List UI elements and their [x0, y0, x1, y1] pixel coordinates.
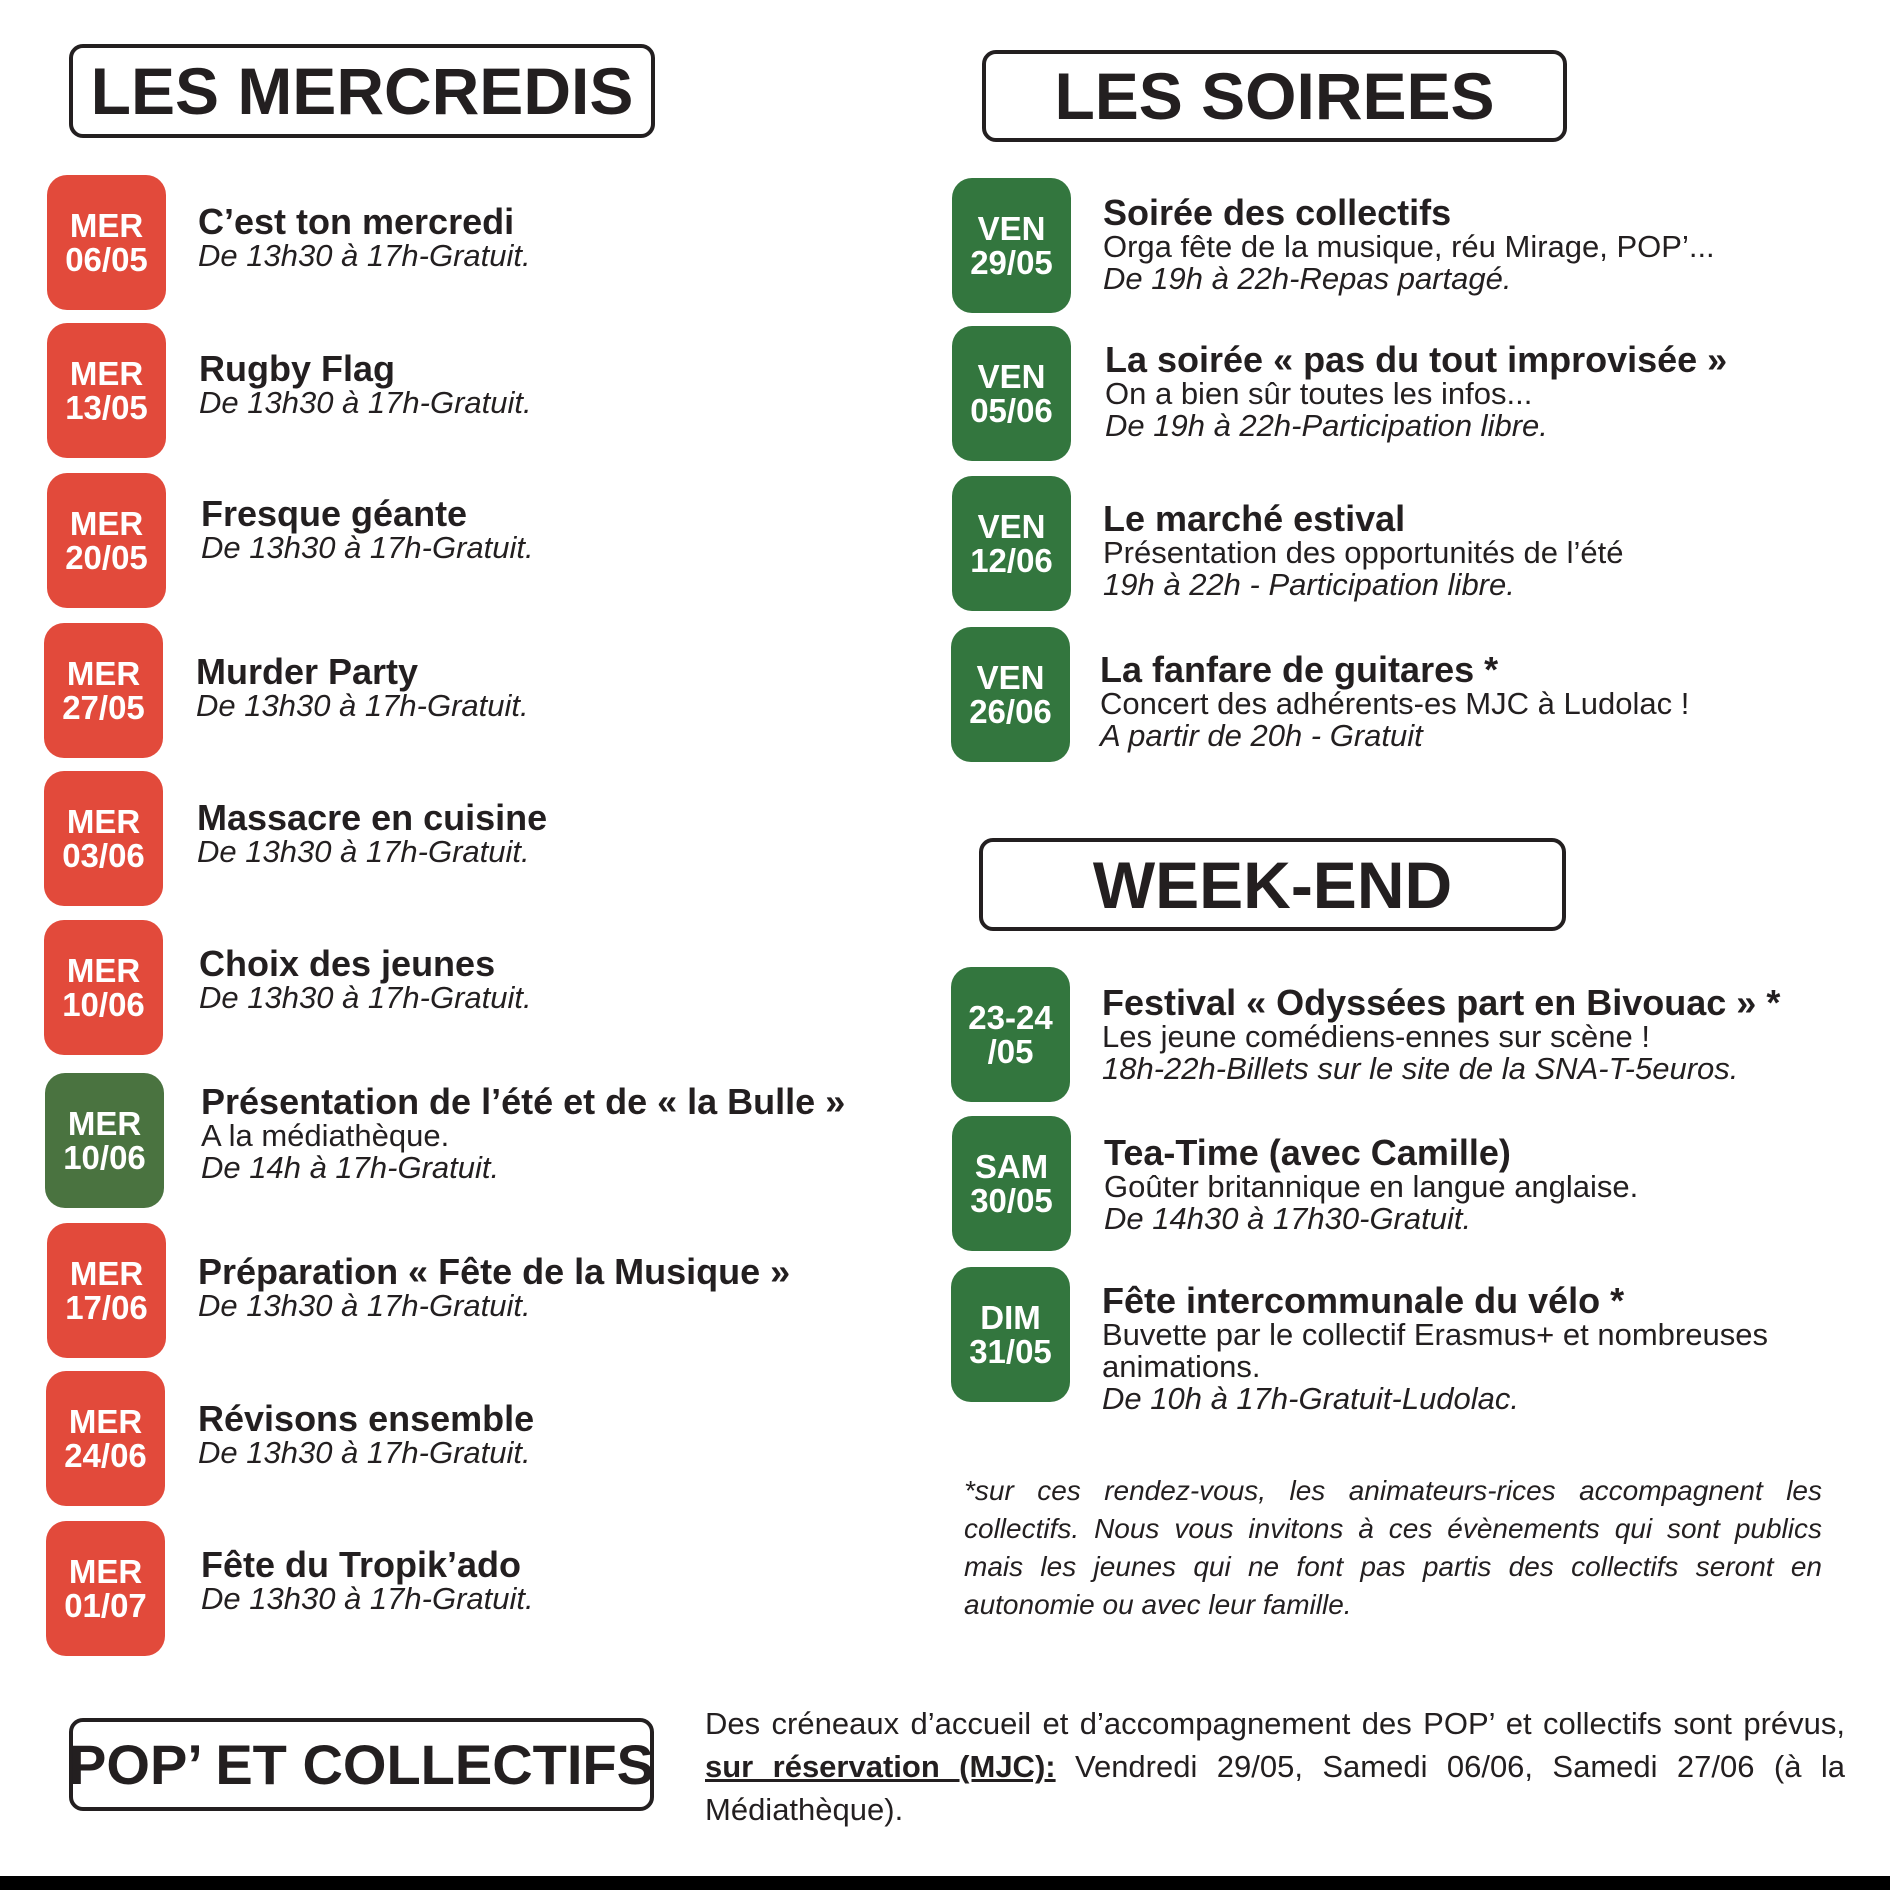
event-title: La fanfare de guitares *	[1100, 649, 1499, 690]
badge-date: 26/06	[969, 692, 1052, 730]
date-badge	[47, 323, 166, 458]
event-time: A partir de 20h - Gratuit	[1100, 718, 1423, 753]
badge-day: VEN	[977, 357, 1046, 395]
date-badge	[47, 1223, 166, 1358]
date-badge	[47, 473, 166, 608]
event-title: Festival « Odyssées part en Bivouac » *	[1102, 982, 1781, 1023]
event-time: 19h à 22h - Participation libre.	[1103, 567, 1515, 602]
event-time: De 13h30 à 17h-Gratuit.	[201, 1581, 534, 1616]
badge-date: 05/06	[970, 391, 1053, 429]
date-badge	[44, 771, 163, 906]
event-item	[198, 1398, 535, 1470]
event-title: Rugby Flag	[199, 348, 395, 389]
event-title: Choix des jeunes	[199, 943, 496, 984]
badge-day: MER	[69, 354, 144, 392]
event-item	[198, 201, 531, 273]
badge-date: 12/06	[970, 541, 1053, 579]
event-item	[199, 348, 532, 420]
event-description: Concert des adhérents-es MJC à Ludolac !	[1100, 686, 1690, 721]
event-description: Les jeune comédiens-ennes sur scène !	[1102, 1019, 1650, 1054]
event-title: Soirée des collectifs	[1103, 192, 1452, 233]
badge-day: 23-24	[968, 998, 1053, 1036]
event-time: De 14h30 à 17h30-Gratuit.	[1104, 1201, 1472, 1236]
event-title: Fête intercommunale du vélo *	[1102, 1280, 1625, 1321]
badge-date: 17/06	[65, 1288, 148, 1326]
badge-date: 06/05	[65, 240, 148, 278]
pop-text-before: Des créneaux d’accueil et d’accompagnement des POP’ et collectifs sont prévus,	[705, 1706, 1845, 1741]
date-badge	[951, 1267, 1070, 1402]
event-time: De 10h à 17h-Gratuit-Ludolac.	[1102, 1381, 1520, 1416]
date-badge	[46, 1521, 165, 1656]
event-time: De 13h30 à 17h-Gratuit.	[198, 238, 531, 273]
event-item	[1102, 1280, 1768, 1416]
badge-date: 20/05	[65, 538, 148, 576]
event-item	[1104, 1132, 1639, 1236]
badge-day: DIM	[980, 1298, 1041, 1336]
reservation-label: sur réservation (MJC):	[705, 1749, 1056, 1784]
event-description: animations.	[1102, 1349, 1261, 1384]
event-time: De 13h30 à 17h-Gratuit.	[199, 980, 532, 1015]
event-item	[201, 1544, 534, 1616]
event-title: Murder Party	[196, 651, 419, 692]
badge-date: 10/06	[62, 985, 145, 1023]
date-badge	[952, 326, 1071, 461]
badge-day: MER	[69, 1254, 144, 1292]
badge-day: MER	[66, 654, 141, 692]
badge-date: 01/07	[64, 1586, 147, 1624]
date-badge	[46, 1371, 165, 1506]
event-title: La soirée « pas du tout improvisée »	[1105, 339, 1728, 380]
bottom-rule	[0, 1876, 1890, 1890]
event-item	[1103, 498, 1624, 602]
event-item	[1100, 649, 1690, 753]
pop-description	[705, 1702, 1845, 1831]
badge-date: 24/06	[64, 1436, 147, 1474]
badge-date: 13/05	[65, 388, 148, 426]
event-title: Fresque géante	[201, 493, 468, 534]
event-item	[199, 943, 532, 1015]
event-item	[1103, 192, 1715, 296]
badge-date: /05	[987, 1032, 1034, 1070]
event-time: De 13h30 à 17h-Gratuit.	[197, 834, 530, 869]
event-item	[1105, 339, 1728, 443]
badge-day: MER	[66, 951, 141, 989]
date-badge	[951, 627, 1070, 762]
event-item	[198, 1251, 791, 1323]
event-title: Révisons ensemble	[198, 1398, 535, 1439]
badge-date: 31/05	[969, 1332, 1052, 1370]
event-description: A la médiathèque.	[201, 1118, 450, 1153]
badge-date: 03/06	[62, 836, 145, 874]
badge-date: 30/05	[970, 1181, 1053, 1219]
date-badge	[45, 1073, 164, 1208]
date-badge	[951, 967, 1070, 1102]
event-time: De 13h30 à 17h-Gratuit.	[199, 385, 532, 420]
event-time: De 13h30 à 17h-Gratuit.	[196, 688, 529, 723]
event-time: De 14h à 17h-Gratuit.	[201, 1150, 500, 1185]
event-time: De 13h30 à 17h-Gratuit.	[198, 1435, 531, 1470]
event-description: Goûter britannique en langue anglaise.	[1104, 1169, 1639, 1204]
event-title: Tea-Time (avec Camille)	[1104, 1132, 1511, 1173]
badge-date: 29/05	[970, 243, 1053, 281]
pop-title: POP’ ET COLLECTIFS	[69, 1718, 654, 1811]
event-title: Massacre en cuisine	[197, 797, 548, 838]
date-badge	[952, 476, 1071, 611]
event-description: Buvette par le collectif Erasmus+ et nombreuses	[1102, 1317, 1768, 1352]
badge-day: VEN	[976, 658, 1045, 696]
event-title: Présentation de l’été et de « la Bulle »	[201, 1081, 846, 1122]
badge-day: MER	[69, 206, 144, 244]
event-item	[201, 1081, 846, 1185]
weekend-title: WEEK-END	[979, 838, 1566, 931]
event-item	[201, 493, 534, 565]
event-item	[196, 651, 529, 723]
badge-day: MER	[67, 1104, 142, 1142]
badge-day: MER	[68, 1402, 143, 1440]
event-time: 18h-22h-Billets sur le site de la SNA-T-5euros.	[1102, 1051, 1739, 1086]
badge-date: 27/05	[62, 688, 145, 726]
date-badge	[952, 178, 1071, 313]
badge-day: MER	[68, 1552, 143, 1590]
event-item	[197, 797, 548, 869]
event-description: Orga fête de la musique, réu Mirage, POP’...	[1103, 229, 1715, 264]
date-badge	[44, 920, 163, 1055]
date-badge	[44, 623, 163, 758]
event-item	[1102, 982, 1781, 1086]
event-description: On a bien sûr toutes les infos...	[1105, 376, 1533, 411]
badge-day: MER	[66, 802, 141, 840]
badge-date: 10/06	[63, 1138, 146, 1176]
date-badge	[47, 175, 166, 310]
event-time: De 13h30 à 17h-Gratuit.	[201, 530, 534, 565]
event-time: De 19h à 22h-Repas partagé.	[1103, 261, 1512, 296]
event-time: De 19h à 22h-Participation libre.	[1105, 408, 1548, 443]
soirees-title: LES SOIREES	[982, 50, 1567, 142]
event-title: Fête du Tropik’ado	[201, 1544, 522, 1585]
badge-day: SAM	[974, 1147, 1049, 1185]
pop-text-after: Vendredi 29/05, Samedi 06/06, Samedi 27/06 (à la Médiathèque).	[705, 1749, 1845, 1827]
event-time: De 13h30 à 17h-Gratuit.	[198, 1288, 531, 1323]
badge-day: VEN	[977, 209, 1046, 247]
event-title: Préparation « Fête de la Musique »	[198, 1251, 791, 1292]
date-badge	[952, 1116, 1071, 1251]
event-description: Présentation des opportunités de l’été	[1103, 535, 1624, 570]
mercredis-title: LES MERCREDIS	[69, 44, 655, 138]
event-title: C’est ton mercredi	[198, 201, 515, 242]
badge-day: MER	[69, 504, 144, 542]
event-title: Le marché estival	[1103, 498, 1406, 539]
badge-day: VEN	[977, 507, 1046, 545]
footnote: *sur ces rendez-vous, les animateurs-rices accompagnent les collectifs. Nous vous invitons à ces évènements qui sont publics mais les jeunes qui ne font pas partis des collectifs seront en autonomie ou avec leur famille.	[964, 1475, 1822, 1620]
